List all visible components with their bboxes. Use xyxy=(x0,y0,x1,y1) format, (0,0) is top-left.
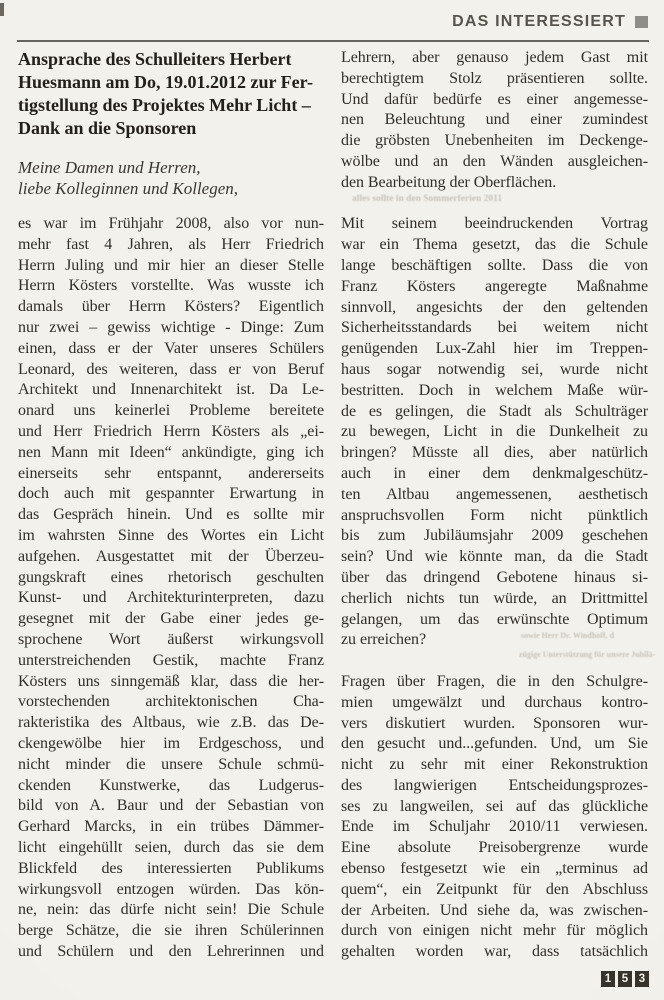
text-line: gelangen, um das erwünschte Optimum xyxy=(341,610,648,628)
bleed-through-fragment: sowie Herr Dr. Windhoff, d xyxy=(521,631,615,640)
text-line: wölbe und an den Wänden ausgleichen- xyxy=(341,152,648,170)
text-line: licht eingehüllt seien, durch das sie dem xyxy=(18,838,324,856)
text-line: liebe Kolleginnen und Kollegen, xyxy=(18,179,239,198)
text-line: Ansprache des Schulleiters Herbert xyxy=(18,49,292,69)
text-line: Ende im Schuljahr 2010/11 verwiesen. xyxy=(341,818,648,836)
text-line: Franz Kösters angeregte Maßnahme xyxy=(341,277,648,295)
text-line: einerseits sehr entspannt, andererseits xyxy=(18,464,324,482)
text-line: Und dafür bedürfe es einer angemesse- xyxy=(341,90,648,108)
text-line: gehalten worden war, dass tatsächlich xyxy=(341,943,648,961)
text-line: lange beschäftigen sollte. Dass die von xyxy=(341,256,648,274)
paragraph xyxy=(18,214,324,963)
text-line: über das dringend Gebotene hinaus si- xyxy=(341,568,648,586)
text-line: ne, nein: das dürfe nicht sein! Die Schule xyxy=(18,901,324,919)
text-line: sinnvoll, angesichts der den geltenden xyxy=(341,298,648,316)
text-line: Herrn Juling und mir hier an dieser Stelle xyxy=(18,256,324,274)
text-line: vers diskutiert wurden. Sponsoren wur- xyxy=(341,714,648,732)
text-line: ten Altbau angemessenen, aesthetisch xyxy=(341,485,648,503)
section-title: DAS INTERESSIERT xyxy=(452,13,626,30)
right-column-text xyxy=(341,48,648,963)
text-line: den gesucht und...gefunden. Und, um Sie xyxy=(341,735,648,753)
header-rule xyxy=(17,40,649,42)
text-line: rakteristika des Altbaus, wie z.B. das De- xyxy=(18,714,324,732)
text-line: ses zu langweilen, sei auf das glückliche xyxy=(341,797,648,815)
text-line: tigstellung des Projektes Mehr Licht – xyxy=(18,95,311,115)
paragraph xyxy=(341,48,648,194)
text-line: die gröbsten Unebenheiten im Deckenge- xyxy=(341,132,648,150)
text-line: mien umgewälzt und durchaus kontro- xyxy=(341,693,648,711)
text-line: Kösters uns sinngemäß klar, dass die her- xyxy=(18,672,324,690)
text-line: onard uns keinerlei Probleme bereitete xyxy=(18,402,324,420)
text-line: Fragen über Fragen, die in den Schulgre- xyxy=(341,672,648,690)
scan-artifact xyxy=(0,3,4,16)
article-title xyxy=(18,48,324,140)
text-line: den Bearbeitung der Oberflächen. xyxy=(341,173,557,191)
text-line: Huesmann am Do, 19.01.2012 zur Fer- xyxy=(18,72,313,92)
text-line: und Herr Friedrich Herrn Kösters als „ei- xyxy=(18,422,324,440)
page-number-digit: 3 xyxy=(635,971,649,987)
right-column xyxy=(341,48,648,963)
text-line: nicht zu sehr mit einer Rekonstruktion xyxy=(341,756,648,774)
text-line: und Schülern und den Lehrerinnen und xyxy=(18,942,324,960)
text-line: haus sogar notwendig sei, wurde nicht xyxy=(341,360,648,378)
text-line: es war im Frühjahr 2008, also vor nun- xyxy=(18,215,324,232)
text-line: auch in einer dem denkmalgeschütz- xyxy=(341,464,648,482)
text-line: das Gespräch hinein. Und es sollte mir xyxy=(18,506,324,524)
text-line: quem“, ein Zeitpunkt für den Abschluss xyxy=(341,880,648,898)
text-line: cherlich nichts tun würde, an Drittmittel xyxy=(341,589,648,607)
text-line: unterstreichenden Gestik, machte Franz xyxy=(18,651,324,669)
text-line: Herrn Kösters vorstellte. Was wusste ich xyxy=(18,277,324,295)
text-line: Leonard, des weiteren, dass er von Beruf xyxy=(18,360,324,378)
left-column-text xyxy=(18,214,324,963)
page-number xyxy=(601,971,649,987)
article-salutation xyxy=(18,157,324,199)
text-line: aufgehen. Ausgestattet mit der Überzeu- xyxy=(18,547,324,565)
text-line: bringen? Müsste all dies, aber natürlich xyxy=(341,444,648,462)
text-line: sein? Und wie könnte man, da die Stadt xyxy=(341,548,648,566)
text-line: nicht minder die unsere Schule schmü- xyxy=(18,755,324,773)
text-line: Blickfeld des interessierten Publikums xyxy=(18,859,324,877)
text-line: Gerhard Marcks, in ein trübes Dämmer- xyxy=(18,818,324,836)
text-line: berechtigtem Stolz präsentieren sollte. xyxy=(341,69,648,87)
paragraph xyxy=(341,672,648,963)
text-line: gungskraft eines rhetorisch geschulten xyxy=(18,568,324,586)
text-line: gesegnet mit der Gabe einer jedes ge- xyxy=(18,610,324,628)
bleed-through-fragment: zügige Unterstützung für unsere Jubilä- xyxy=(519,650,656,659)
text-line: vorstechenden architektonischen Cha- xyxy=(18,693,324,711)
text-line: einen, dass er der Vater unseres Schülers xyxy=(18,339,324,357)
text-line: berge Schätze, die sie ihren Schülerinnen xyxy=(18,922,324,940)
text-line: des langwierigen Entscheidungsprozes- xyxy=(341,776,648,794)
text-line: bis zum Jubiläumsjahr 2009 geschehen xyxy=(341,527,648,545)
text-line: Mit seinem beeindruckenden Vortrag xyxy=(341,215,648,233)
text-line: Lehrern, aber genauso jedem Gast mit xyxy=(341,49,648,66)
section-marker-icon xyxy=(635,16,648,28)
text-line: im wahrsten Sinne des Wortes ein Licht xyxy=(18,526,324,544)
text-line: Dank an die Sponsoren xyxy=(18,118,197,138)
text-line: sprochene Wort äußerst wirkungsvoll xyxy=(18,630,324,648)
text-line: doch auch mit gespannter Erwartung in xyxy=(18,485,324,503)
text-line: bestritten. Doch in welchem Maße wür- xyxy=(341,381,648,399)
text-line: Kunst- und Architekturinterpreten, dazu xyxy=(18,589,324,607)
text-line: Architekt und Innenarchitekt ist. Da Le- xyxy=(18,381,324,399)
text-line: durch von einigen nicht mehr für möglich xyxy=(341,922,648,940)
text-line: genügenden Lux-Zahl hier im Treppen- xyxy=(341,340,648,358)
left-column xyxy=(18,48,324,963)
paragraph xyxy=(341,214,648,651)
text-line: Eine absolute Preisobergrenze wurde xyxy=(341,839,648,857)
page-number-digit: 5 xyxy=(618,971,632,987)
text-line: ckenden Kunstwerke, das Ludgerus- xyxy=(18,776,324,794)
text-line: ebenso festgesetzt wie ein „terminus ad xyxy=(341,860,648,878)
text-line: wirkungsvoll entzogen würden. Das kön- xyxy=(18,880,324,898)
text-line: der Arbeiten. Und siehe da, was zwischen- xyxy=(341,901,648,919)
text-line: nur zwei – gewiss wichtige - Dinge: Zum xyxy=(18,318,324,336)
text-line: bild von A. Baur und der Sebastian von xyxy=(18,797,324,815)
text-line: anspruchsvollen Form nicht pünktlich xyxy=(341,506,648,524)
text-line: war ein Thema gesetzt, das die Schule xyxy=(341,236,648,254)
text-line: ckengewölbe hier im Erdgeschoss, und xyxy=(18,734,324,752)
text-line: nen Mann mit Ideen“ ankündigte, ging ich xyxy=(18,443,324,461)
text-line: Meine Damen und Herren, xyxy=(18,158,201,177)
page-number-digit: 1 xyxy=(601,971,615,987)
bleed-through-fragment: alles sollte in den Sommerferien 2011 xyxy=(352,194,503,204)
text-line: de es gelingen, die Stadt als Schulträger xyxy=(341,402,648,420)
text-line: damals über Herrn Kösters? Eigentlich xyxy=(18,298,324,316)
text-line: zu bewegen, Licht in die Dunkelheit zu xyxy=(341,423,648,441)
page-header xyxy=(452,13,648,31)
text-line: zu erreichen? xyxy=(341,631,427,649)
text-line: mehr fast 4 Jahren, als Herr Friedrich xyxy=(18,235,324,253)
text-line: Sicherheitsstandards bei weitem nicht xyxy=(341,319,648,337)
text-line: nen Beleuchtung und einer zumindest xyxy=(341,111,648,129)
